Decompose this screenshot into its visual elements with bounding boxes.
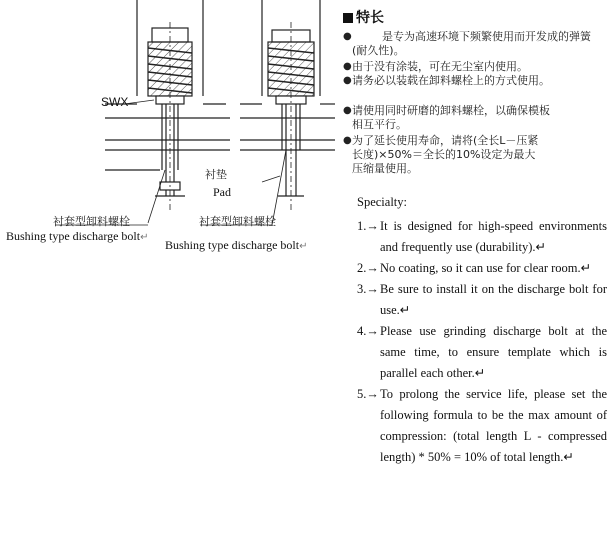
features-title: 特长 xyxy=(343,7,384,27)
bullet-icon: ● xyxy=(343,105,352,116)
spring-bolt-drawing xyxy=(0,0,340,250)
specialty-section xyxy=(357,195,607,468)
feature-cn-item: ● 由于没有涂装，可在无尘室内使用。 xyxy=(343,60,528,73)
bullet-icon: ● xyxy=(343,61,352,72)
bolt-label-cn-left: 衬套型卸料螺栓 xyxy=(53,215,130,228)
bullet-icon: ● xyxy=(343,31,352,42)
specialty-item: 3.→ Be sure to install it on the discharge bolt for use.↵ xyxy=(357,282,607,317)
bullet-icon: ● xyxy=(343,75,352,86)
specialty-item: 4.→ Please use grinding discharge bolt at the same time, to ensure template which is parallel each other.↵ xyxy=(357,324,607,380)
feature-cn-item: ● 请使用同时研磨的卸料螺栓，以确保模板相互平行。 xyxy=(343,104,550,131)
left-assembly xyxy=(55,0,230,225)
square-bullet-icon xyxy=(343,13,353,23)
specialty-item: 5.→ To prolong the service life, please set the following formula to be the max amount of compression: (total length L - compressed length) * 50% = 10% of total length.↵ xyxy=(357,387,607,464)
pad-label-en: Pad xyxy=(213,185,231,199)
specialty-item: 2.→ No coating, so it can use for clear room.↵ xyxy=(357,261,592,275)
bullet-icon: ● xyxy=(343,135,352,146)
bolt-label-cn-right: 衬套型卸料螺栓 xyxy=(199,215,276,228)
feature-cn-item: ● 为了延长使用寿命，请将(全长L－压紧长度)×50%＝全长的10%设定为最大压缩量使用。 xyxy=(343,134,539,175)
feature-cn-item: ● 是专为高速环境下频繁使用而开发成的弹簧(耐久性)。 xyxy=(343,30,591,57)
bolt-label-en-left: Bushing type discharge bolt↵ xyxy=(6,229,149,243)
swx-label: SWX xyxy=(101,95,129,109)
bolt-label-en-right: Bushing type discharge bolt↵ xyxy=(165,238,308,252)
specialty-item: 1.→ It is designed for high-speed environments and frequently use (durability).↵ xyxy=(357,219,607,254)
specialty-title: Specialty: xyxy=(357,195,407,209)
feature-cn-item: ● 请务必以装载在卸料螺栓上的方式使用。 xyxy=(343,74,550,87)
pad-label-cn: 衬垫 xyxy=(205,168,227,181)
